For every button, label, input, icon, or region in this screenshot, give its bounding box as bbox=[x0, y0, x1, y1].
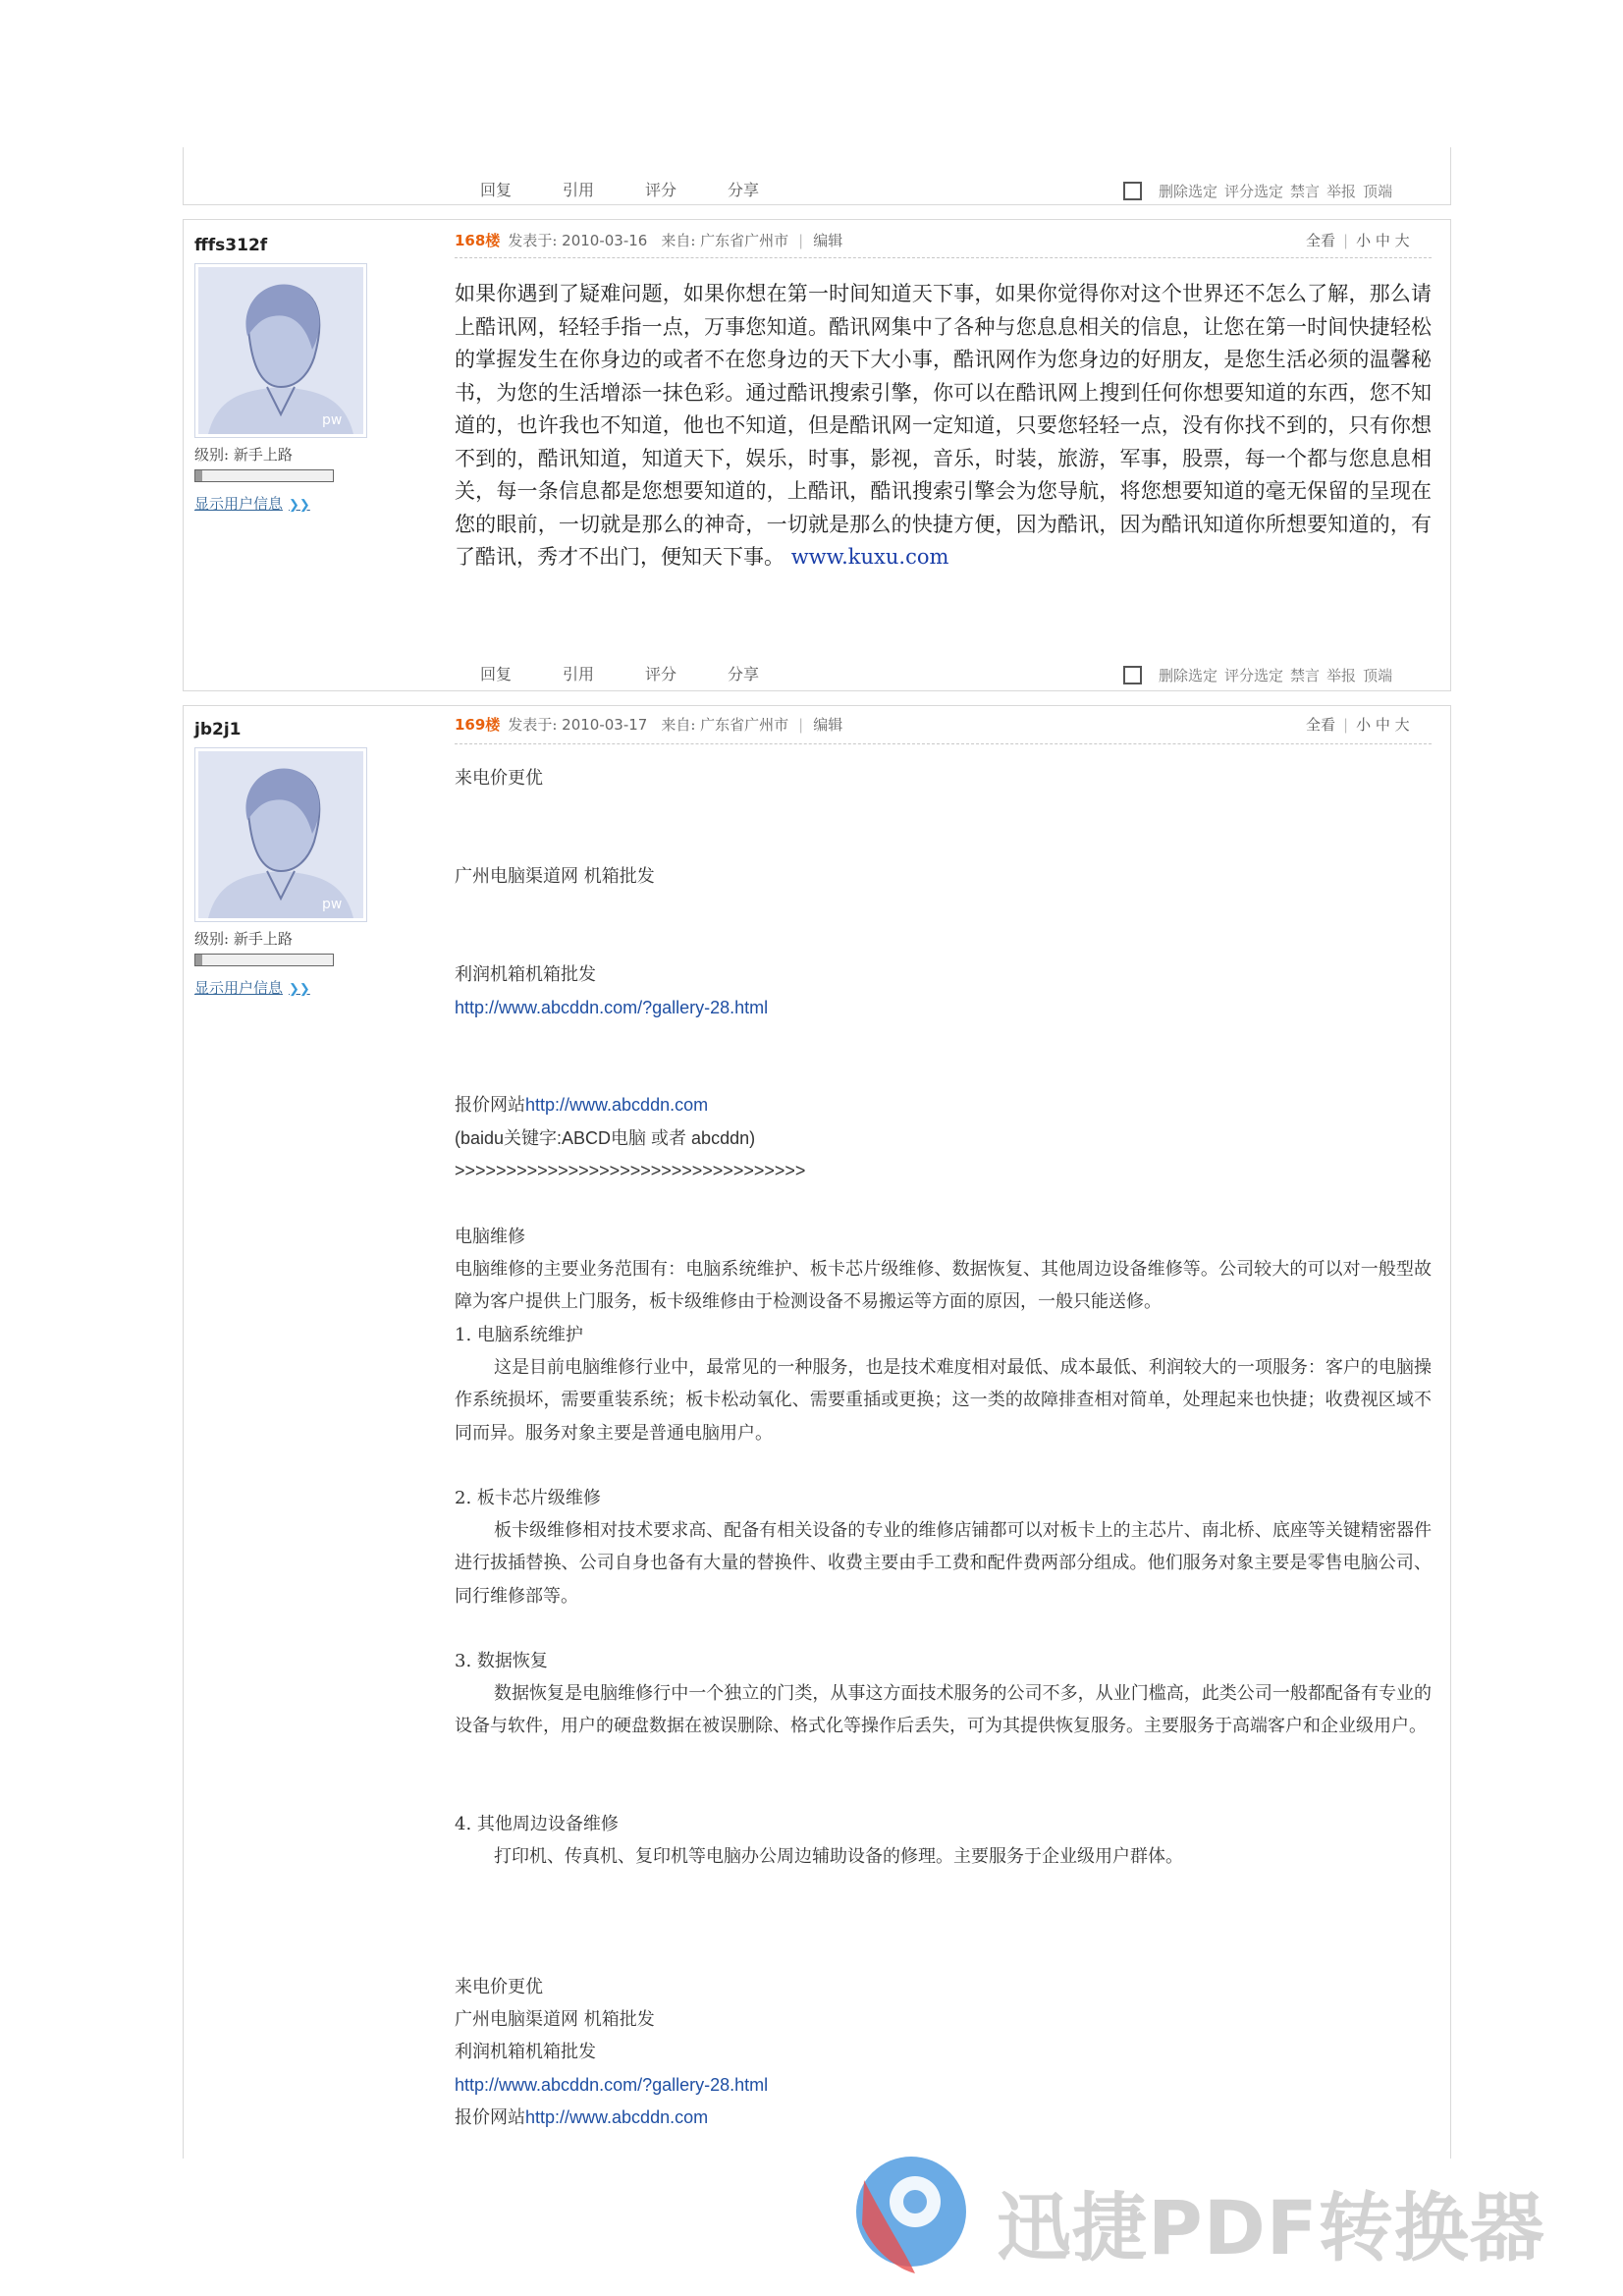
font-medium-link[interactable]: 中 bbox=[1375, 232, 1390, 249]
post-line: 来电价更优 bbox=[455, 768, 543, 789]
divider bbox=[183, 219, 1451, 220]
section-intro: 电脑维修的主要业务范围有：电脑系统维护、板卡芯片级维修、数据恢复、其他周边设备维修等。公司较大的可以对一般型故障为客户提供上门服务，板卡级维修由于检测设备不易搬运等方面的原因，一般只能送修。 bbox=[455, 1259, 1432, 1313]
username[interactable]: jb2j1 bbox=[194, 720, 242, 739]
ban-link[interactable]: 禁言 bbox=[1290, 667, 1321, 684]
quote-button[interactable]: 引用 bbox=[563, 181, 595, 199]
site-link[interactable]: http://www.abcddn.com bbox=[525, 1095, 709, 1115]
watermark bbox=[844, 2151, 1591, 2278]
rate-selected-link[interactable]: 评分选定 bbox=[1224, 183, 1284, 200]
posted-label: 发表于: bbox=[508, 232, 558, 249]
delete-selected-link[interactable]: 删除选定 bbox=[1159, 667, 1218, 684]
user-level: 级别: 新手上路 bbox=[194, 930, 293, 948]
kuxu-link[interactable]: www.kuxu.com bbox=[790, 545, 949, 569]
level-progress bbox=[194, 469, 334, 482]
view-controls: 全看 | 小 中 大 bbox=[1306, 716, 1410, 734]
item-title: 3. 数据恢复 bbox=[455, 1651, 548, 1671]
post-line: 报价网站http://www.abcddn.com bbox=[455, 1095, 709, 1116]
gallery-link[interactable]: http://www.abcddn.com/?gallery-28.html bbox=[455, 2075, 769, 2095]
level-progress-fill bbox=[195, 470, 202, 481]
reply-button[interactable]: 回复 bbox=[480, 665, 513, 683]
chevron-down-icon: ❯❯ bbox=[289, 982, 310, 997]
gallery-link[interactable]: http://www.abcddn.com/?gallery-28.html bbox=[455, 998, 769, 1017]
rate-button[interactable]: 评分 bbox=[645, 181, 677, 199]
top-link[interactable]: 顶端 bbox=[1363, 183, 1393, 200]
rate-selected-link[interactable]: 评分选定 bbox=[1224, 667, 1284, 684]
item-body: 这是目前电脑维修行业中，最常见的一种服务，也是技术难度相对最低、成本最低、利润较大的一项服务：客户的电脑操作系统损坏，需要重装系统；板卡松动氧化、需要重插或更换；这一类的故障排查相对简单，处理起来也快捷；收费视区域不同而异。服务对象主要是普通电脑用户。 bbox=[455, 1357, 1432, 1444]
post-actions-top bbox=[480, 178, 810, 200]
avatar bbox=[194, 747, 367, 922]
post-actions-168 bbox=[480, 662, 810, 684]
posted-label: 发表于: bbox=[508, 716, 558, 734]
post-line: 广州电脑渠道网 机箱批发 bbox=[455, 866, 655, 887]
admin-actions-top bbox=[1123, 181, 1392, 201]
select-checkbox[interactable] bbox=[1123, 182, 1142, 200]
post-line: >>>>>>>>>>>>>>>>>>>>>>>>>>>>>>>>>> bbox=[455, 1161, 806, 1180]
font-large-link[interactable]: 大 bbox=[1394, 716, 1410, 734]
reply-button[interactable]: 回复 bbox=[480, 181, 513, 199]
level-progress bbox=[194, 954, 334, 966]
section-title: 电脑维修 bbox=[455, 1227, 525, 1247]
divider bbox=[183, 690, 1451, 691]
converter-logo-icon bbox=[844, 2151, 982, 2278]
rate-button[interactable]: 评分 bbox=[645, 665, 677, 683]
svg-text:pw: pw bbox=[322, 412, 343, 428]
view-controls: 全看 | 小 中 大 bbox=[1306, 232, 1410, 249]
item-title: 1. 电脑系统维护 bbox=[455, 1325, 583, 1345]
site-link[interactable]: http://www.abcddn.com bbox=[525, 2107, 709, 2127]
post-line: 广州电脑渠道网 机箱批发 bbox=[455, 2009, 655, 2030]
divider bbox=[183, 204, 1451, 205]
show-user-info-link[interactable]: 显示用户信息 ❯❯ bbox=[194, 979, 310, 997]
watermark-text: 迅捷PDF转换器 bbox=[997, 2184, 1545, 2271]
font-large-link[interactable]: 大 bbox=[1394, 232, 1410, 249]
report-link[interactable]: 举报 bbox=[1326, 183, 1357, 200]
post-date: 2010-03-16 bbox=[562, 232, 648, 249]
post-line: 来电价更优 bbox=[455, 1977, 543, 1997]
default-avatar-icon bbox=[198, 267, 363, 434]
share-button[interactable]: 分享 bbox=[728, 181, 760, 199]
item-body: 打印机、传真机、复印机等电脑办公周边辅助设备的修理。主要服务于企业级用户群体。 bbox=[494, 1846, 1183, 1867]
level-progress-fill bbox=[195, 955, 202, 965]
admin-actions-168 bbox=[1123, 665, 1392, 685]
top-link[interactable]: 顶端 bbox=[1363, 667, 1393, 684]
view-all-link[interactable]: 全看 bbox=[1306, 232, 1336, 249]
post-location: 来自: 广东省广州市 bbox=[661, 716, 789, 734]
font-medium-link[interactable]: 中 bbox=[1375, 716, 1390, 734]
post-location: 来自: 广东省广州市 bbox=[661, 232, 789, 249]
item-title: 2. 板卡芯片级维修 bbox=[455, 1488, 601, 1508]
item-title: 4. 其他周边设备维修 bbox=[455, 1814, 619, 1834]
quote-button[interactable]: 引用 bbox=[563, 665, 595, 683]
item-body: 数据恢复是电脑维修行中一个独立的门类，从事这方面技术服务的公司不多，从业门槛高，此类公司一般都配备有专业的设备与软件，用户的硬盘数据在被误删除、格式化等操作后丢失，可为其提供恢复服务。主要服务于高端客户和企业级用户。 bbox=[455, 1683, 1432, 1737]
ban-link[interactable]: 禁言 bbox=[1290, 183, 1321, 200]
post-line: 利润机箱机箱批发 bbox=[455, 964, 596, 985]
post-meta: 168楼 发表于: 2010-03-16 来自: 广东省广州市 | 编辑 bbox=[455, 232, 843, 249]
user-level: 级别: 新手上路 bbox=[194, 446, 293, 464]
post-body: 如果你遇到了疑难问题，如果你想在第一时间知道天下事，如果你觉得你对这个世界还不怎么了解，那么请上酷讯网，轻轻手指一点，万事您知道。酷讯网集中了各种与您息息相关的信息，让您在第一时间快捷轻松的掌握发生在你身边的或者不在您身边的天下大小事，酷讯网作为您身边的好朋友，是您生活必须的温馨秘书，为您的生活增添一抹色彩。通过酷讯搜索引擎，你可以在酷讯网上搜到任何你想要知道的东西，您不知道的，也许我也不知道，他也不知道，但是酷讯网一定知道，只要您轻轻一点，没有你找不到的，只有你想不到的，酷讯知道，知道天下，娱乐，时事，影视，音乐，时装，旅游，军事，股票，每一个都与您息息相关，每一条信息都是您想要知道的，上酷讯，酷讯搜索引擎会为您导航，将您想要知道的毫无保留的呈现在您的眼前，一切就是那么的神奇，一切就是那么的快捷方便，因为酷讯，因为酷讯知道你所想要知道的，有了酷讯，秀才不出门，便知天下事。 www.kuxu.com bbox=[455, 282, 1432, 569]
post-line: 报价网站http://www.abcddn.com bbox=[455, 2107, 709, 2128]
font-small-link[interactable]: 小 bbox=[1356, 232, 1372, 249]
meta-divider bbox=[455, 743, 1432, 744]
view-all-link[interactable]: 全看 bbox=[1306, 716, 1336, 734]
username[interactable]: fffs312f bbox=[194, 236, 268, 255]
font-small-link[interactable]: 小 bbox=[1356, 716, 1372, 734]
share-button[interactable]: 分享 bbox=[728, 665, 760, 683]
avatar bbox=[194, 263, 367, 438]
divider bbox=[183, 705, 1451, 706]
post-line: 利润机箱机箱批发 bbox=[455, 2042, 596, 2062]
svg-text:pw: pw bbox=[322, 897, 343, 912]
item-body: 板卡级维修相对技术要求高、配备有相关设备的专业的维修店铺都可以对板卡上的主芯片、南北桥、底座等关键精密器件进行拔插替换、公司自身也备有大量的替换件、收费主要由手工费和配件费两部分组成。他们服务对象主要是零售电脑公司、同行维修部等。 bbox=[455, 1520, 1432, 1607]
delete-selected-link[interactable]: 删除选定 bbox=[1159, 183, 1218, 200]
report-link[interactable]: 举报 bbox=[1326, 667, 1357, 684]
select-checkbox[interactable] bbox=[1123, 666, 1142, 684]
floor-number: 168楼 bbox=[455, 232, 501, 249]
edit-link[interactable]: 编辑 bbox=[813, 232, 843, 249]
post-line: (baidu关键字:ABCD电脑 或者 abcddn) bbox=[455, 1128, 756, 1148]
meta-divider bbox=[455, 257, 1432, 258]
floor-number: 169楼 bbox=[455, 716, 501, 734]
edit-link[interactable]: 编辑 bbox=[813, 716, 843, 734]
show-user-info-link[interactable]: 显示用户信息 ❯❯ bbox=[194, 495, 310, 513]
post-date: 2010-03-17 bbox=[562, 716, 648, 734]
chevron-down-icon: ❯❯ bbox=[289, 498, 310, 513]
post-meta: 169楼 发表于: 2010-03-17 来自: 广东省广州市 | 编辑 bbox=[455, 716, 843, 734]
default-avatar-icon bbox=[198, 751, 363, 918]
